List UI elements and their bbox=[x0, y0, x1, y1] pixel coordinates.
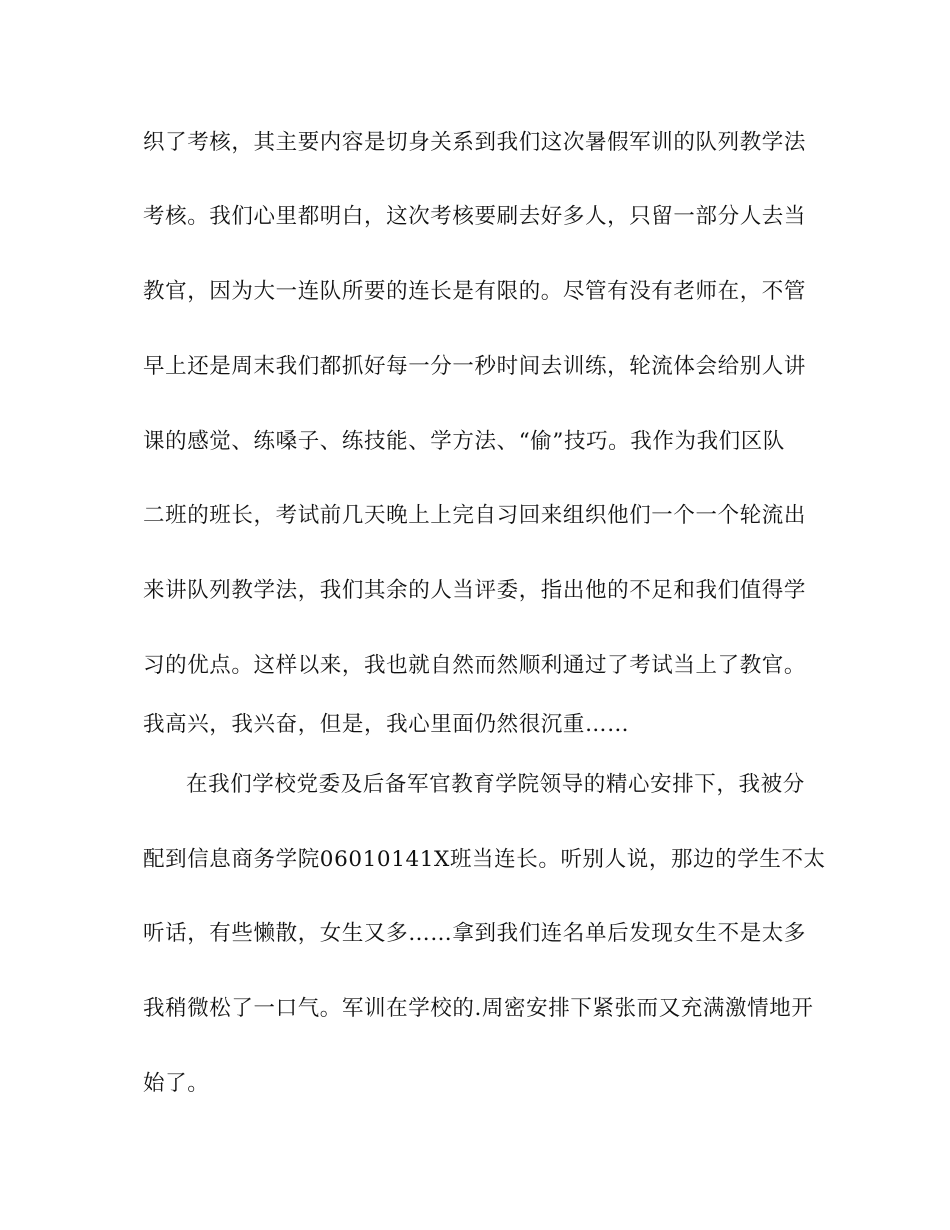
text-line-13: 我稍微松了一口气。军训在学校的.周密安排下紧张而又充满激情地开 bbox=[143, 996, 814, 1021]
text-line-5: 课的感觉、练嗓子、练技能、学方法、“偷”技巧。我作为我们区队 bbox=[143, 429, 785, 454]
paragraph-2-first-line: 在我们学校党委及后备军官教育学院领导的精心安排下，我被分 bbox=[186, 772, 805, 797]
text-line-7: 来讲队列教学法，我们其余的人当评委，指出他的不足和我们值得学 bbox=[143, 578, 807, 603]
text-line-2: 考核。我们心里都明白，这次考核要刷去好多人，只留一部分人去当 bbox=[143, 204, 807, 229]
text-line-12: 听话，有些懒散，女生又多……拿到我们连名单后发现女生不是太多 bbox=[143, 921, 807, 946]
text-line-3: 教官，因为大一连队所要的连长是有限的。尽管有没有老师在，不管 bbox=[143, 279, 807, 304]
text-line-8: 习的优点。这样以来，我也就自然而然顺利通过了考试当上了教官。 bbox=[143, 653, 807, 678]
text-line-11: 配到信息商务学院06010141X班当连长。听别人说，那边的学生不太 bbox=[143, 847, 826, 872]
text-line-1: 织了考核，其主要内容是切身关系到我们这次暑假军训的队列教学法 bbox=[143, 130, 807, 155]
text-line-4: 早上还是周末我们都抓好每一分一秒时间去训练，轮流体会给别人讲 bbox=[143, 354, 807, 379]
text-line-9: 我高兴，我兴奋，但是，我心里面仍然很沉重…… bbox=[143, 712, 630, 737]
text-line-6: 二班的班长，考试前几天晚上上完自习回来组织他们一个一个轮流出 bbox=[143, 503, 807, 528]
text-line-14: 始了。 bbox=[143, 1071, 210, 1096]
